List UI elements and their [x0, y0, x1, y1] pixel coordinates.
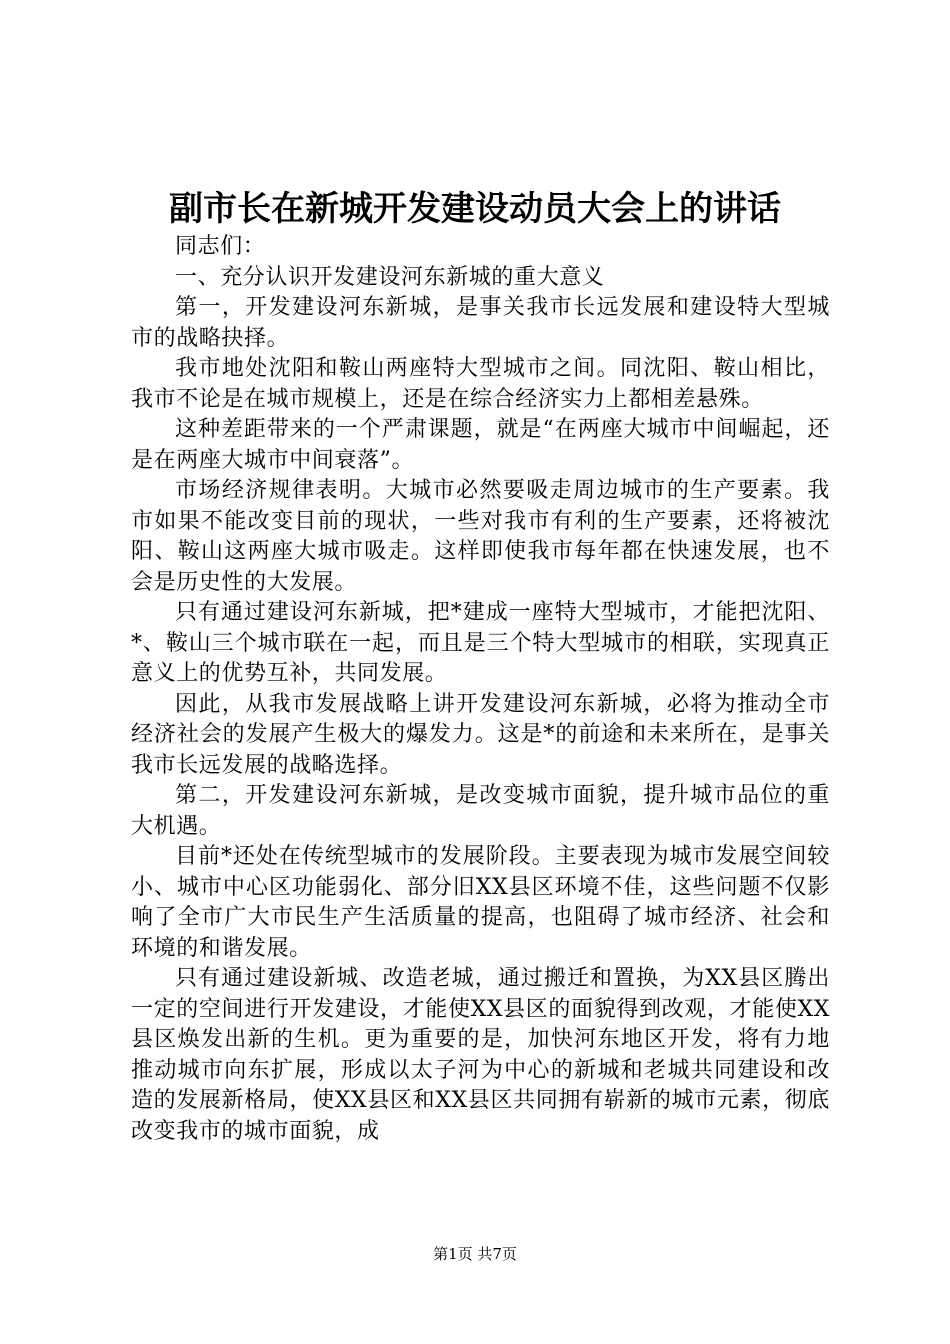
body-paragraph: 只有通过建设河东新城，把*建成一座特大型城市，才能把沈阳、*、鞍山三个城市联在一起，而且是三个特大型城市的相联，实现真正意义上的优势互补，共同发展。	[131, 600, 830, 686]
body-paragraph: 目前*还处在传统型城市的发展阶段。主要表现为城市发展空间较小、城市中心区功能弱化、部分旧XX县区环境不佳，这些问题不仅影响了全市广大市民生产生活质量的提高，也阻碍了城市经济、社会和环境的和谐发展。	[131, 844, 830, 961]
body-paragraph: 第一，开发建设河东新城，是事关我市长远发展和建设特大型城市的战略抉择。	[131, 295, 830, 351]
document-body	[131, 232, 830, 1147]
body-paragraph: 我市地处沈阳和鞍山两座特大型城市之间。同沈阳、鞍山相比，我市不论是在城市规模上，还是在综合经济实力上都相差悬殊。	[131, 356, 830, 412]
greeting-paragraph: 同志们：	[175, 234, 266, 259]
body-paragraph: 第二，开发建设河东新城，是改变城市面貌，提升城市品位的重大机遇。	[131, 783, 830, 839]
body-paragraph: 因此，从我市发展战略上讲开发建设河东新城，必将为推动全市经济社会的发展产生极大的爆发力。这是*的前途和未来所在，是事关我市长远发展的战略选择。	[131, 691, 830, 778]
body-paragraph: 市场经济规律表明。大城市必然要吸走周边城市的生产要素。我市如果不能改变目前的现状，一些对我市有利的生产要素，还将被沈阳、鞍山这两座大城市吸走。这样即使我市每年都在快速发展，也不会是历史性的大发展。	[131, 478, 830, 595]
body-paragraph: 只有通过建设新城、改造老城，通过搬迁和置换，为XX县区腾出一定的空间进行开发建设，才能使XX县区的面貌得到改观，才能使XX县区焕发出新的生机。更为重要的是，加快河东地区开发，将有力地推动城市向东扩展，形成以太子河为中心的新城和老城共同建设和改造的发展新格局，使XX县区和XX县区共同拥有崭新的城市元素，彻底改变我市的城市面貌，成	[131, 966, 830, 1144]
page-number-footer: 第1页 共7页	[433, 1245, 517, 1263]
section-heading: 一、充分认识开发建设河东新城的重大意义	[175, 264, 605, 290]
body-paragraph: 这种差距带来的一个严肃课题，就是“在两座大城市中间崛起，还是在两座大城市中间衰落”。	[131, 417, 830, 473]
document-title: 副市长在新城开发建设动员大会上的讲话	[169, 189, 781, 229]
